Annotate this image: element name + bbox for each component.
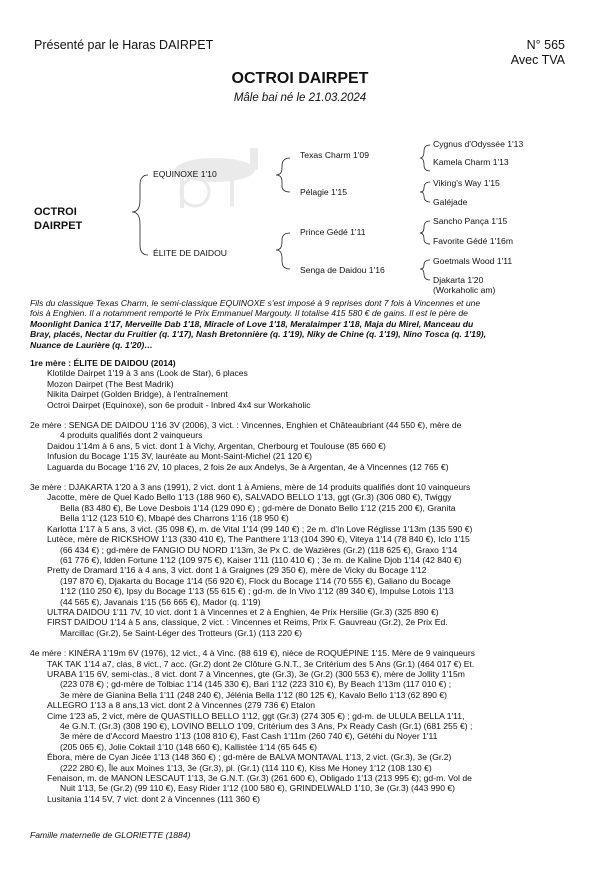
produce-line: (223 078 €) ; gd-mère de Tolbiac 1'14 (145 330 €), Bari 1'12 (223 310 €), By Beach 1'13m (117 010 €) ; <box>60 679 452 690</box>
mother-4-section <box>30 648 570 804</box>
bracket-dam <box>276 233 290 269</box>
produce-line: (66 434 €) ; gd-mère de FANGIO DU NORD 1'13m, 3e Px C. de Wazières (Gr.2) (118 625 €), Graxo 1'14 <box>60 544 458 555</box>
produce-line: Daidou 1'14m à 6 ans, 5 vict. dont 1 à Vichy, Argentan, Cherbourg et Toulouse (85 660 €) <box>47 440 386 451</box>
produce-line: URABA 1'15 6V, semi-clas., 8 vict. dont 7 à Vincennes, gte (Gr.3), 3e (Gr.2) (300 553 €), mère de Jollity 1'15m <box>47 668 465 679</box>
lot-number: N° 565 <box>526 38 565 52</box>
produce-line: Nuit 1'13, 5e (Gr.2) (99 110 €), Easy Rider 1'12 (100 580 €), GRINDELWALD 1'10, 3e (Gr.3) (443 990 €) <box>60 783 456 794</box>
produce-line: Karlotta 1'17 à 5 ans, 3 vict. (35 098 €), m. de Vital 1'14 (99 140 €) ; 2e m. d'In Love Réglisse 1'13m (135 590 €) <box>47 523 473 534</box>
produce-line: Marcillac (Gr.2), 5e Saint-Léger des Trotteurs (Gr.1) (113 220 €) <box>60 627 302 638</box>
pedigree-ggp-7: Goetmals Wood 1'11 <box>433 256 513 266</box>
produce-line: Laguarda du Bocage 1'16 2V, 10 places, 2 fois 2e aux Andelys, 3e à Argentan, 4e à Vincennes (12 765 €) <box>47 461 449 472</box>
pedigree-ggp-3: Viking's Way 1'15 <box>433 178 500 188</box>
produce-line: Jacotte, mère de Quel Kado Bello 1'13 (188 960 €), SALVADO BELLO 1'13, ggt (Gr.3) (306 080 €), Twiggy <box>47 492 452 503</box>
produce-line: (222 280 €), Île aux Moines 1'13, 3e (Gr.3), pl. (Gr.1) (114 110 €), Kiss Me Honey 1'12 (108 130 €) <box>60 762 432 773</box>
produce-line: Lusitania 1'14 5V, 7 vict. dont 2 à Vincennes (111 360 €) <box>47 793 260 804</box>
foal-name-line2: DAIRPET <box>34 220 83 232</box>
produce-line: 4e G.N.T. (Gr.3) (308 190 €), LOVINO BELLO 1'09, Critérium des 3 Ans, Px Ready Cash (Gr.1) (681 255 €) ; <box>60 721 473 731</box>
pedigree-sire-dam: Pélagie 1'15 <box>300 187 348 197</box>
mother-1-section <box>30 358 570 410</box>
mother-heading: 3e mère : DJAKARTA 1'20 à 3 ans (1991), 2 vict. dont 1 à Amiens, mère de 14 produits qualifiés dont 10 vainqueurs <box>30 482 471 493</box>
produce-line: 4 produits qualifiés dont 2 vainqueurs <box>60 430 203 441</box>
intro-line: Moonlight Danica 1'17, Merveille Dab 1'18, Miracle of Love 1'18, Meralaimper 1'18, Maja du Mirel, Manceau du <box>30 318 474 329</box>
vat-note: Avec TVA <box>510 53 565 67</box>
produce-line: Mozon Dairpet (The Best Madrik) <box>47 378 174 389</box>
pedigree-ggp-1: Cygnus d'Odyssée 1'13 <box>433 139 524 149</box>
produce-line: 1'12 (110 250 €), Ipsy du Bocage 1'13 (55 615 €) ; gd-m. de In Vivo 1'12 (89 340 €), Impulse Lotois 1'13 <box>60 586 454 597</box>
pedigree-ggp-5: Sancho Pança 1'15 <box>433 216 508 226</box>
produce-line: Octroi Dairpet (Equinoxe), son 6e produit - Inbred 4x4 sur Workaholic <box>47 399 311 410</box>
pedigree-ggp-4: Galéjade <box>433 197 468 207</box>
produce-line: Bella 1'12 (123 510 €), Mbapé des Charrons 1'16 (18 950 €) <box>60 513 289 524</box>
produce-line: 3e mère de Gianina Bella 1'11 (248 240 €), Jélénia Bella 1'12 (80 125 €), Kavalo Bello 1'13 (62 890 €) <box>60 689 447 700</box>
pedigree-dam: ÉLITE DE DAIDOU <box>153 248 228 258</box>
produce-line: ALLEGRO 1'13 a 8 ans,13 vict. dont 2 à Vincennes (279 736 €) Etalon <box>47 700 316 711</box>
bracket-main <box>132 175 148 255</box>
horse-subtitle: Mâle bai né le 21.03.2024 <box>233 92 367 104</box>
bracket-ss <box>420 145 430 171</box>
maternal-family <box>30 358 570 804</box>
produce-line: (205 065 €), Jolie Coktail 1'10 (148 660 €), Kallistée 1'14 (65 645 €) <box>60 741 317 752</box>
pedigree-dam-sire: Prince Gédé 1'11 <box>300 227 366 237</box>
mother-heading: 1re mère : ÉLITE DE DAIDOU (2014) <box>30 358 176 368</box>
produce-line: Fenaison, m. de MANON LESCAUT 1'13, 3e G.N.T. (Gr.3) (261 600 €), Obligado 1'13 (213 995 €); gd-m. Vol de <box>47 773 472 784</box>
produce-line: Klotilde Dairpet 1'19 à 3 ans (Look de Star), 6 places <box>47 368 248 379</box>
mother-3-section <box>30 482 570 638</box>
mother-2-section <box>30 420 570 472</box>
lot-info <box>503 38 565 68</box>
intro-paragraph <box>30 298 570 350</box>
mother-heading: 2e mère : SENGA DE DAIDOU 1'16 3V (2006), 3 vict. : Vincennes, Enghien et Châteaubriant (44 550 €), mère de <box>30 420 462 431</box>
bracket-dd <box>420 260 430 280</box>
presenter-text: Présenté par le Haras DAIRPET <box>34 38 214 52</box>
bracket-ds <box>420 221 430 244</box>
pedigree-sire: EQUINOXE 1'10 <box>153 169 217 179</box>
pedigree-ggp-note: (Workaholic am) <box>433 285 496 295</box>
produce-line: (197 870 €), Djakarta du Bocage 1'14 (56 920 €), Flock du Bocage 1'14 (70 555 €), Galiano du Bocage <box>60 575 451 586</box>
produce-line: Nikita Dairpet (Golden Bridge), à l'entraînement <box>47 389 228 400</box>
pedigree-chart <box>0 130 600 295</box>
produce-line: (44 565 €), Javanais 1'15 (56 665 €), Mador (q. 1'19) <box>60 596 261 607</box>
pedigree-ggp-2: Kamela Charm 1'13 <box>433 157 509 167</box>
bracket-sd <box>420 182 430 202</box>
horse-title: OCTROI DAIRPET <box>231 70 369 87</box>
pedigree-sire-sire: Texas Charm 1'09 <box>300 150 369 160</box>
pedigree-ggp-8: Djakarta 1'20 <box>433 275 484 285</box>
foal-name-line1: OCTROI <box>34 206 77 218</box>
produce-line: TAK TAK 1'14 a7, clas, 8 vict., 7 acc. (Gr.2) dont 2e Clôture G.N.T., 3e Critérium des 5 Ans (Gr.1) (464 017 €) Et. <box>47 658 475 669</box>
mother-heading: 4e mère : KINÉRA 1'19m 6V (1976), 12 vict., 4 à Vinc. (88 619 €), nièce de ROQUÉPINE 1'15. Mère de 9 vainqueurs <box>30 648 475 659</box>
intro-line: Fils du classique Texas Charm, le semi-classique EQUINOXE s'est imposé à 9 reprises dont 7 fois à Vincennes et une <box>30 298 481 308</box>
produce-line: Cime 1'23 a5, 2 vict, mère de QUASTILLO BELLO 1'12, ggt (Gr.3) (274 305 €) ; gd-m. de ULULA BELLA 1'11, <box>47 710 465 721</box>
produce-line: Bella (83 480 €), Be Love Desbois 1'14 (129 090 €) ; gd-mère de Donato Bello 1'12 (215 200 €), Granita <box>60 502 456 513</box>
produce-line: FIRST DAIDOU 1'14 à 5 ans, classique, 2 vict. : Vincennes et Reims, Prix F. Gauvreau (Gr.2), 2e Prix Ed. <box>47 617 448 628</box>
produce-line: Ébora, mère de Cyan Jicée 1'13 (148 360 €) ; gd-mère de BALVA MONTAVAL 1'13, 2 vict. (Gr.3), 3e (Gr.2) <box>47 752 452 763</box>
produce-line: ULTRA DAIDOU 1'11 7V, 10 vict. dont 1 à Vincennes et 2 à Enghien, 4e Prix Hersilie (Gr.3) (325 890 €) <box>47 606 439 617</box>
bracket-sire <box>276 158 290 192</box>
pedigree-ggp-6: Favorite Gédé 1'16m <box>433 236 513 246</box>
family-footer: Famille maternelle de GLORIETTE (1884) <box>30 830 191 840</box>
produce-line: Pretty de Dramard 1'16 à 4 ans, 3 vict. dont 1 à Graignes (29 350 €), mère de Vicky du Bocage 1'12 <box>47 565 427 576</box>
intro-line: Nuance de Laurière (q. 1'20)… <box>30 339 153 350</box>
produce-line: Infusion du Bocage 1'15 3V, lauréate au Mont-Saint-Michel (21 120 €) <box>47 451 313 462</box>
produce-line: Lutèce, mère de RICKSHOW 1'13 (330 410 €), The Panthere 1'13 (104 390 €), Viteya 1'14 (78 840 €), Iclo 1'15 <box>47 534 470 545</box>
produce-line: (61 776 €), Idden Fortune 1'12 (109 975 €), Kaiser 1'11 (110 410 €) ; 3e m. de Kaline Djob 1'14 (42 840 €) <box>60 554 462 565</box>
intro-line: fois à Enghien. Il a notamment remporté le Prix Emmanuel Margouty. Il totalise 415 580 € de gains. Il est le père de <box>30 308 468 319</box>
pedigree-dam-dam: Senga de Daidou 1'16 <box>300 265 385 275</box>
intro-line: Bray, placés, Nectar du Fruitier (q. 1'17), Nash Bretonnière (q. 1'19), Niky de Chine (q. 1'19), Nino Tosca (q. 1'19), <box>30 329 486 340</box>
produce-line: 3e mère de d'Accord Maestro 1'13 (108 810 €), Fast Cash 1'11m (260 740 €), Gétéhi du Noyer 1'11 <box>60 731 438 742</box>
pedigree-foal <box>34 205 82 233</box>
